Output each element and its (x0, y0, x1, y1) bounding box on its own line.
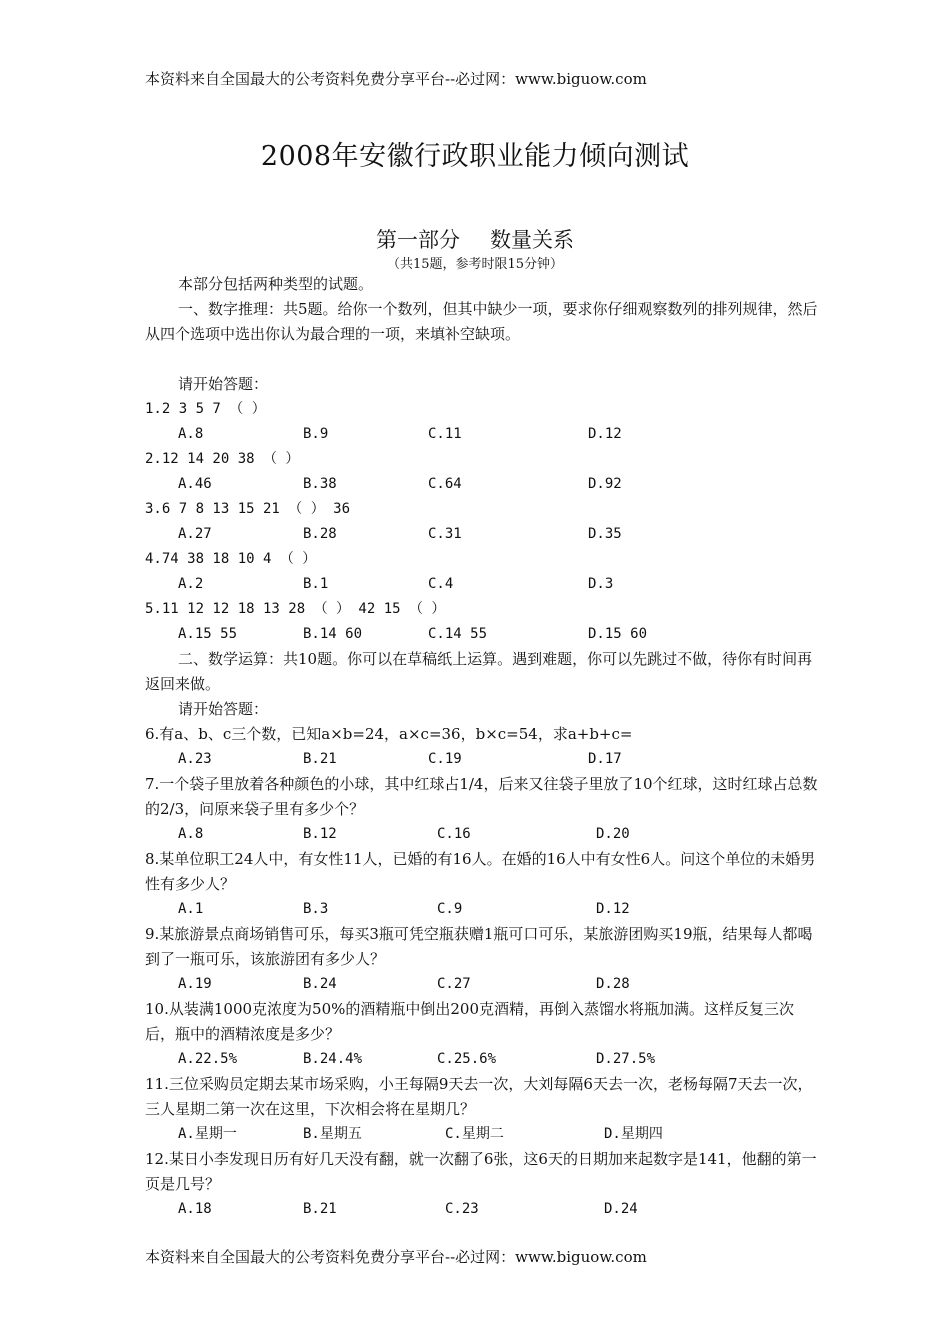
option-b: B.12 (303, 826, 337, 842)
option-a: A.46 (178, 476, 212, 492)
option-a: A.1 (178, 901, 204, 917)
option-b: B.3 (303, 901, 329, 917)
question-7 (145, 772, 822, 847)
option-d: D.12 (588, 426, 622, 442)
option-row (145, 747, 822, 772)
option-d: D.15 60 (588, 626, 648, 642)
option-c: C.16 (437, 826, 471, 842)
part-subtitle: （共15题，参考时限15分钟） (386, 257, 564, 272)
option-c: C.31 (428, 526, 462, 542)
option-d: D.星期四 (604, 1126, 663, 1142)
part-topic: 数量关系 (490, 228, 574, 252)
option-row (145, 822, 822, 847)
part-title (0, 224, 950, 254)
question-text: 6.有a、b、c三个数，已知a×b=24，a×c=36，b×c=54，求a+b+c= (145, 725, 633, 743)
option-b: B.星期五 (303, 1126, 362, 1142)
option-b: B.21 (303, 1201, 337, 1217)
question-4 (145, 547, 822, 597)
question-8 (145, 847, 822, 922)
question-text: 8.某单位职工24人中，有女性11人，已婚的有16人。在婚的16人中有女性6人。问这个单位的未婚男性有多少人？ (145, 850, 816, 893)
section-1-instructions: 一、数字推理：共5题。给你一个数列，但其中缺少一项，要求你仔细观察数列的排列规律，然后从四个选项中选出你认为最合理的一项，来填补空缺项。 (145, 300, 818, 343)
option-d: D.28 (596, 976, 630, 992)
start-prompt-2: 请开始答题： (178, 700, 269, 718)
option-b: B.24 (303, 976, 337, 992)
question-text: 1.2 3 5 7 （ ） (145, 401, 266, 417)
option-a: A.8 (178, 826, 204, 842)
option-b: B.38 (303, 476, 337, 492)
question-6 (145, 722, 822, 772)
option-b: B.14 60 (303, 626, 363, 642)
start-prompt-1: 请开始答题： (178, 375, 269, 393)
question-text: 9.某旅游景点商场销售可乐，每买3瓶可凭空瓶获赠1瓶可口可乐，某旅游团购买19瓶，结果每人都喝到了一瓶可乐，该旅游团有多少人？ (145, 925, 813, 968)
option-d: D.20 (596, 826, 630, 842)
option-row (145, 522, 822, 547)
option-row (145, 622, 822, 647)
option-b: B.9 (303, 426, 329, 442)
page-footer: 本资料来自全国最大的公考资料免费分享平台--必过网：www.biguow.com (145, 1248, 647, 1266)
question-2 (145, 447, 822, 497)
question-5 (145, 597, 822, 647)
option-d: D.17 (588, 751, 622, 767)
option-c: C.23 (445, 1201, 479, 1217)
option-d: D.92 (588, 476, 622, 492)
option-a: A.27 (178, 526, 212, 542)
document-title: 2008年安徽行政职业能力倾向测试 (260, 141, 690, 172)
option-row (145, 1047, 822, 1072)
option-c: C.14 55 (428, 626, 488, 642)
option-row (145, 1197, 822, 1222)
question-text: 12.某日小李发现日历有好几天没有翻，就一次翻了6张，这6天的日期加来起数字是141，他翻的第一页是几号？ (145, 1150, 817, 1193)
question-9 (145, 922, 822, 997)
question-text: 4.74 38 18 10 4 （ ） (145, 551, 317, 567)
question-12 (145, 1147, 822, 1222)
option-row (145, 897, 822, 922)
option-a: A.2 (178, 576, 204, 592)
question-text: 10.从装满1000克浓度为50%的酒精瓶中倒出200克酒精，再倒入蒸馏水将瓶加满。这样反复三次后，瓶中的酒精浓度是多少？ (145, 1000, 795, 1043)
option-c: C.9 (437, 901, 463, 917)
option-a: A.8 (178, 426, 204, 442)
option-b: B.24.4% (303, 1051, 363, 1067)
option-a: A.15 55 (178, 626, 238, 642)
option-c: C.19 (428, 751, 462, 767)
option-c: C.25.6% (437, 1051, 497, 1067)
option-row (145, 472, 822, 497)
option-c: C.11 (428, 426, 462, 442)
option-a: A.23 (178, 751, 212, 767)
option-row (145, 972, 822, 997)
option-row (145, 572, 822, 597)
question-text: 2.12 14 20 38 （ ） (145, 451, 300, 467)
option-b: B.21 (303, 751, 337, 767)
question-text: 3.6 7 8 13 15 21 （ ） 36 (145, 501, 351, 517)
option-a: A.19 (178, 976, 212, 992)
section-2-instructions: 二、数学运算：共10题。你可以在草稿纸上运算。遇到难题，你可以先跳过不做，待你有时间再返回来做。 (145, 650, 813, 693)
option-d: D.35 (588, 526, 622, 542)
question-10 (145, 997, 822, 1072)
option-d: D.27.5% (596, 1051, 656, 1067)
option-b: B.28 (303, 526, 337, 542)
option-d: D.12 (596, 901, 630, 917)
part-name: 第一部分 (376, 228, 460, 252)
option-d: D.3 (588, 576, 614, 592)
question-text: 11.三位采购员定期去某市场采购，小王每隔9天去一次，大刘每隔6天去一次，老杨每隔7天去一次，三人星期二第一次在这里，下次相会将在星期几？ (145, 1075, 813, 1118)
option-c: C.27 (437, 976, 471, 992)
option-c: C.星期二 (445, 1126, 504, 1142)
question-text: 5.11 12 12 18 13 28 （ ） 42 15 （ ） (145, 601, 446, 617)
question-1 (145, 397, 822, 447)
question-3 (145, 497, 822, 547)
option-a: A.星期一 (178, 1126, 237, 1142)
option-row (145, 1122, 822, 1147)
option-row (145, 422, 822, 447)
option-d: D.24 (604, 1201, 638, 1217)
page-header: 本资料来自全国最大的公考资料免费分享平台--必过网：www.biguow.com (145, 70, 647, 88)
option-a: A.18 (178, 1201, 212, 1217)
part-intro: 本部分包括两种类型的试题。 (178, 275, 374, 293)
option-a: A.22.5% (178, 1051, 238, 1067)
option-c: C.64 (428, 476, 462, 492)
question-11 (145, 1072, 822, 1147)
question-body (145, 272, 822, 1222)
question-text: 7.一个袋子里放着各种颜色的小球，其中红球占1/4，后来又往袋子里放了10个红球，这时红球占总数的2/3，问原来袋子里有多少个？ (145, 775, 818, 818)
option-c: C.4 (428, 576, 454, 592)
option-b: B.1 (303, 576, 329, 592)
